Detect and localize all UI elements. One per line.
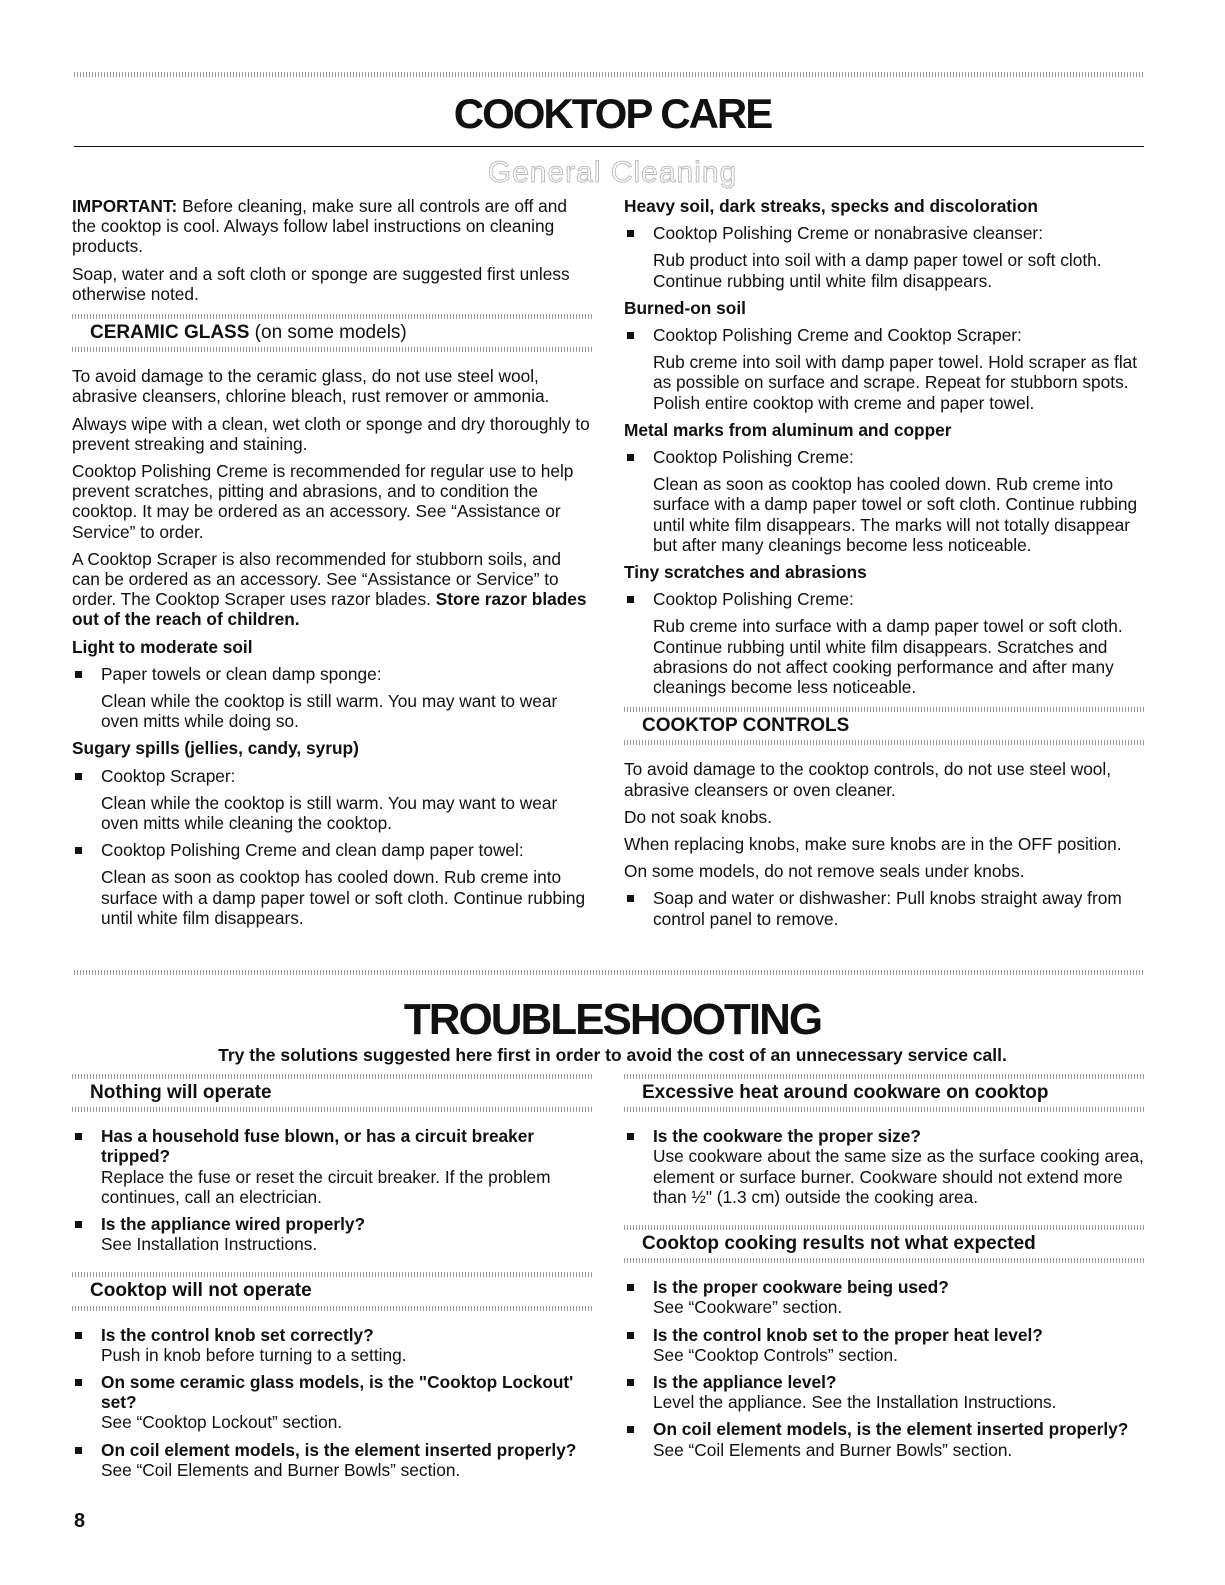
p4-text: A Cooktop Scraper is also recommended for stubborn soils, and can be ordered as an accessory. See “Assistance or Service” to order. The Cooktop Scraper uses razor blades. — [72, 548, 561, 610]
light-soil-text: Clean while the cooktop is still warm. You may want to wear oven mitts while doing so. — [101, 691, 558, 732]
question: Is the control knob set to the proper heat level? — [653, 1324, 1043, 1345]
question: Is the appliance wired properly? — [101, 1214, 366, 1235]
controls-header-text: COOKTOP CONTROLS — [642, 715, 850, 737]
top-dotted-rule — [74, 72, 1144, 77]
nothing-header-text: Nothing will operate — [90, 1082, 272, 1103]
troubleshooting-title: TROUBLESHOOTING — [403, 995, 822, 1044]
controls-p2: Do not soak knobs. — [624, 806, 772, 827]
question: On some ceramic glass models, is the "Cooktop Lockout' set? — [101, 1372, 574, 1413]
heavy-soil-heading: Heavy soil, dark streaks, specks and discoloration — [624, 196, 1038, 216]
sugary-text-2: Clean as soon as cooktop has cooled down. Rub creme into surface with a damp paper towel or soft cloth. Continue rubbing until white film disappears. — [101, 867, 586, 928]
heavy-soil-bullet: Cooktop Polishing Creme or nonabrasive cleanser: — [624, 223, 1144, 243]
light-soil-heading: Light to moderate soil — [72, 636, 253, 657]
question: Is the cookware the proper size? — [653, 1126, 921, 1147]
title-underline — [74, 146, 1144, 147]
soap-paragraph: Soap, water and a soft cloth or sponge are suggested first unless otherwise noted. — [72, 263, 570, 304]
important-label: IMPORTANT: — [72, 196, 178, 216]
page-number: 8 — [74, 1510, 86, 1532]
answer: See “Coil Elements and Burner Bowls” section. — [101, 1459, 461, 1480]
controls-p4: On some models, do not remove seals under knobs. — [624, 861, 1025, 882]
answer: See “Coil Elements and Burner Bowls” section. — [653, 1439, 1013, 1460]
answer: Level the appliance. See the Installation Instructions. — [653, 1392, 1057, 1413]
results-item-1 — [624, 1277, 1144, 1317]
cooktop-care-right-column — [624, 196, 1144, 936]
metal-heading: Metal marks from aluminum and copper — [624, 419, 952, 440]
ceramic-header-bold: CERAMIC GLASS — [90, 322, 250, 344]
sugary-text-1: Clean while the cooktop is still warm. You may want to wear oven mitts while cleaning the cooktop. — [101, 792, 558, 834]
troubleshooting-left-column — [72, 1074, 592, 1487]
controls-p1: To avoid damage to the cooktop controls, do not use steel wool, abrasive cleansers or oven cleaner. — [624, 759, 1112, 800]
cooktop-item-1 — [72, 1325, 592, 1365]
burned-text: Rub creme into soil with damp paper towel. Hold scraper as flat as possible on surface and scrape. Repeat for stubborn spots. Polish entire cooktop with creme and paper towel. — [653, 352, 1138, 413]
cooktop-item-3 — [72, 1440, 592, 1480]
results-header-text: Cooktop cooking results not what expected — [642, 1233, 1036, 1255]
answer: See Installation Instructions. — [101, 1234, 318, 1255]
answer: Push in knob before turning to a setting. — [101, 1344, 407, 1365]
nothing-item-1 — [72, 1126, 592, 1207]
tiny-bullet: Cooktop Polishing Creme: — [624, 589, 1144, 609]
metal-text: Clean as soon as cooktop has cooled down. Rub creme into surface with a damp paper towel or soft cloth. Continue rubbing until white film disappears. The marks will not totally disappear but after many cleanings become less noticeable. — [653, 474, 1138, 555]
ceramic-header-rest: (on some models) — [249, 322, 407, 344]
cooktop-care-title: COOKTOP CARE — [453, 90, 772, 137]
sugary-heading: Sugary spills (jellies, candy, syrup) — [72, 738, 359, 759]
results-not-expected-header — [624, 1225, 1144, 1263]
general-cleaning-subtitle: General Cleaning — [487, 156, 738, 189]
sugary-bullet-1: Cooktop Scraper: — [72, 766, 592, 786]
light-soil-bullet: Paper towels or clean damp sponge: — [72, 664, 592, 684]
results-item-4 — [624, 1419, 1144, 1459]
heat-header-text: Excessive heat around cookware on cooktop — [642, 1082, 1049, 1103]
results-item-2 — [624, 1325, 1144, 1365]
sugary-bullet-2: Cooktop Polishing Creme and clean damp paper towel: — [72, 840, 592, 860]
troubleshooting-dotted-rule — [74, 970, 1144, 975]
excessive-heat-header — [624, 1074, 1144, 1112]
p4-warning: Store razor blades out of the reach of children. — [72, 589, 587, 630]
nothing-item-2 — [72, 1214, 592, 1254]
burned-heading: Burned-on soil — [624, 297, 746, 318]
question: Is the appliance level? — [653, 1372, 837, 1393]
question: Has a household fuse blown, or has a circuit breaker tripped? — [101, 1126, 535, 1167]
cooktop-item-2 — [72, 1372, 592, 1433]
ceramic-p3: Cooktop Polishing Creme is recommended for regular use to help prevent scratches, pitting and abrasions, and to condition the cooktop. It may be ordered as an accessory. See “Assistance or Service” to order. — [72, 461, 574, 542]
question: Is the control knob set correctly? — [101, 1324, 374, 1345]
metal-bullet: Cooktop Polishing Creme: — [624, 447, 1144, 467]
cooktop-not-operate-header — [72, 1272, 592, 1310]
heavy-soil-text: Rub product into soil with a damp paper towel or soft cloth. Continue rubbing until white film disappears. — [653, 250, 1102, 291]
important-paragraph — [72, 196, 592, 257]
ceramic-p1: To avoid damage to the ceramic glass, do not use steel wool, abrasive cleansers, chlorine bleach, rust remover or ammonia. — [72, 366, 550, 407]
ceramic-p4 — [72, 549, 592, 630]
important-text: Before cleaning, make sure all controls are off and the cooktop is cool. Always follow label instructions on cleaning products. — [72, 196, 567, 257]
question: On coil element models, is the element inserted properly? — [653, 1419, 1129, 1440]
question: Is the proper cookware being used? — [653, 1277, 949, 1298]
ceramic-glass-header — [72, 314, 592, 352]
tiny-heading: Tiny scratches and abrasions — [624, 562, 867, 583]
ceramic-p2: Always wipe with a clean, wet cloth or sponge and dry thoroughly to prevent streaking and staining. — [72, 413, 590, 454]
answer: See “Cooktop Lockout” section. — [101, 1412, 343, 1433]
nothing-operate-header — [72, 1074, 592, 1112]
cooktop-header-text: Cooktop will not operate — [90, 1280, 312, 1302]
troubleshooting-tagline: Try the solutions suggested here first in order to avoid the cost of an unnecessary service call. — [218, 1045, 1007, 1065]
heat-item-1 — [624, 1126, 1144, 1207]
tiny-text: Rub creme into surface with a damp paper towel or soft cloth. Continue rubbing until white film disappears. Scratches and abrasions do not affect cooking performance and after many cleanings become less noticeable. — [653, 616, 1123, 698]
results-item-3 — [624, 1372, 1144, 1412]
cooktop-controls-header — [624, 707, 1144, 745]
troubleshooting-right-column — [624, 1074, 1144, 1467]
answer: See “Cookware” section. — [653, 1297, 843, 1318]
burned-bullet: Cooktop Polishing Creme and Cooktop Scraper: — [624, 325, 1144, 345]
cooktop-care-left-column — [72, 196, 592, 935]
question: On coil element models, is the element inserted properly? — [101, 1439, 577, 1460]
answer: Use cookware about the same size as the surface cooking area, element or surface burner. Cookware should not extend more than ½" (1.3 cm) outside the cooking area. — [653, 1146, 1144, 1207]
answer: See “Cooktop Controls” section. — [653, 1344, 898, 1365]
controls-p3: When replacing knobs, make sure knobs are in the OFF position. — [624, 834, 1122, 855]
controls-bullet: Soap and water or dishwasher: Pull knobs straight away from control panel to remove. — [624, 888, 1144, 928]
answer: Replace the fuse or reset the circuit breaker. If the problem continues, call an electrician. — [101, 1166, 551, 1207]
